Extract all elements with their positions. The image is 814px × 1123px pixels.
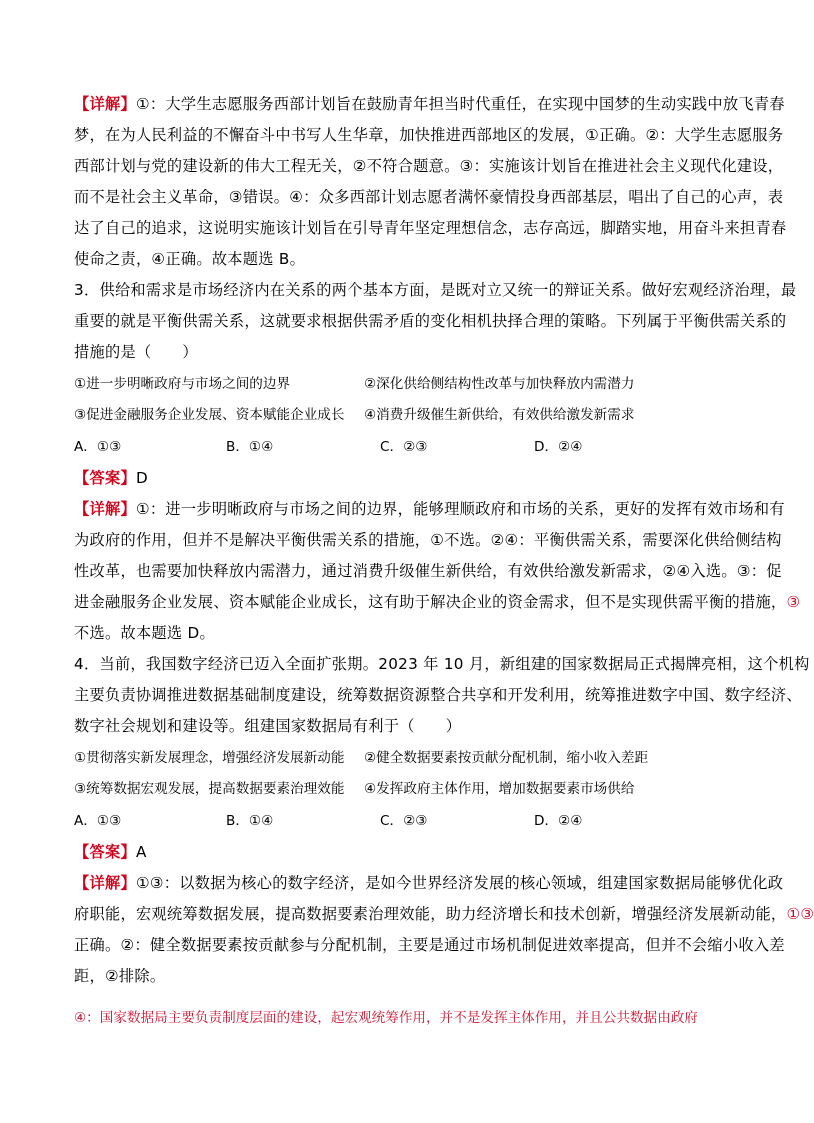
q2-detail-line: 而不是社会主义革命，③错误。④：众多西部计划志愿者满怀豪情投身西部基层，唱出了自己的心声，表 xyxy=(74,188,784,206)
detail-red-mark: ①③ xyxy=(786,905,814,923)
q4-detail-line xyxy=(74,873,783,893)
choice-b: B．①④ xyxy=(226,439,274,455)
q3-stem-line: 重要的就是平衡供需关系，这就要求根据供需矛盾的变化相机抉择合理的策略。下列属于平衡供需关系的 xyxy=(74,312,787,330)
choice-d: D．②④ xyxy=(534,813,583,829)
q2-detail-line: 西部计划与党的建设新的伟大工程无关，②不符合题意。③：实施该计划旨在推进社会主义现代化建设， xyxy=(74,157,784,175)
q4-option-2: ②健全数据要素按贡献分配机制，缩小收入差距 xyxy=(364,750,649,766)
detail-tag: 【详解】 xyxy=(74,95,136,113)
q3-detail-line: 为政府的作用，但并不是解决平衡供需关系的措施，①不选。②④：平衡供需关系，需要深化供给侧结构 xyxy=(74,531,782,549)
q4-stem-line: 主要负责协调推进数据基础制度建设，统筹数据资源整合共享和开发利用，统筹推进数字中国、数字经济、 xyxy=(74,686,802,704)
answer-value: A xyxy=(135,843,147,861)
q4-detail-line: 距，②排除。 xyxy=(74,967,166,985)
q3-answer xyxy=(74,468,148,488)
choice-d: D．②④ xyxy=(534,439,583,455)
q2-detail-line xyxy=(74,94,785,114)
answer-tag: 【答案】 xyxy=(74,843,136,861)
detail-text: ①：大学生志愿服务西部计划旨在鼓励青年担当时代重任，在实现中国梦的生动实践中放飞青春 xyxy=(135,95,785,113)
detail-tag: 【详解】 xyxy=(74,874,136,892)
q3-detail-line: 性改革，也需要加快释放内需潜力，通过消费升级催生新供给，有效供给激发新需求，②④入选。③：促 xyxy=(74,562,782,580)
q3-option-3: ③促进金融服务企业发展、资本赋能企业成长 xyxy=(74,407,345,423)
answer-tag: 【答案】 xyxy=(74,469,136,487)
q3-detail-line: 不选。故本题选 D。 xyxy=(74,624,216,642)
q3-option-2: ②深化供给侧结构性改革与加快释放内需潜力 xyxy=(364,376,635,392)
q4-option-3: ③统筹数据宏观发展，提高数据要素治理效能 xyxy=(74,781,345,797)
choice-a: A．①③ xyxy=(74,813,122,829)
q4-detail-line: 正确。②：健全数据要素按贡献参与分配机制，主要是通过市场机制促进效率提高，但并不会缩小收入差 xyxy=(74,936,785,954)
q2-detail-line: 达了自己的追求，这说明实施该计划旨在引导青年坚定理想信念，志存高远，脚踏实地，用奋斗来担青春 xyxy=(74,219,787,237)
detail-text: 府职能，宏观统筹数据发展，提高数据要素治理效能，助力经济增长和技术创新，增强经济发展新动能， xyxy=(74,905,787,923)
detail-text: ①③：以数据为核心的数字经济，是如今世界经济发展的核心领域，组建国家数据局能够优化政 xyxy=(135,874,784,892)
q2-detail-line: 使命之责，④正确。故本题选 B。 xyxy=(74,250,306,268)
q3-stem-line: 措施的是（ ） xyxy=(74,343,198,361)
detail-text: ①：进一步明晰政府与市场之间的边界，能够理顺政府和市场的关系，更好的发挥有效市场和有 xyxy=(135,500,785,518)
answer-value: D xyxy=(135,469,148,487)
choice-c: C．②③ xyxy=(380,813,428,829)
q4-option-1: ①贯彻落实新发展理念，增强经济发展新动能 xyxy=(74,750,345,766)
q4-option-4: ④发挥政府主体作用，增加数据要素市场供给 xyxy=(364,781,635,797)
q3-detail-line xyxy=(74,592,800,612)
choice-a: A．①③ xyxy=(74,439,122,455)
q4-detail-line xyxy=(74,904,814,924)
q3-detail-line xyxy=(74,499,785,519)
detail-tag: 【详解】 xyxy=(74,500,136,518)
detail-text: 进金融服务企业发展、资本赋能企业成长，这有助于解决企业的资金需求，但不是实现供需平衡的措施， xyxy=(74,593,787,611)
q4-stem-line: 4．当前，我国数字经济已迈入全面扩张期。2023 年 10 月，新组建的国家数据局正式揭牌亮相，这个机构 xyxy=(74,655,810,673)
q4-stem-line: 数字社会规划和建设等。组建国家数据局有利于（ ） xyxy=(74,717,462,735)
q4-answer xyxy=(74,842,147,862)
q2-detail-line: 梦，在为人民利益的不懈奋斗中书写人生华章，加快推进西部地区的发展，①正确。②：大学生志愿服务 xyxy=(74,126,784,144)
q4-detail-line-red: ④：国家数据局主要负责制度层面的建设，起宏观统筹作用，并不是发挥主体作用，并且公共数据由政府 xyxy=(74,1010,698,1026)
detail-red-mark: ③ xyxy=(786,593,801,611)
choice-b: B．①④ xyxy=(226,813,274,829)
q3-option-4: ④消费升级催生新供给，有效供给激发新需求 xyxy=(364,407,635,423)
q3-option-1: ①进一步明晰政府与市场之间的边界 xyxy=(74,376,291,392)
choice-c: C．②③ xyxy=(380,439,428,455)
q3-stem-line: 3．供给和需求是市场经济内在关系的两个基本方面，是既对立又统一的辩证关系。做好宏观经济治理，最 xyxy=(74,281,797,299)
